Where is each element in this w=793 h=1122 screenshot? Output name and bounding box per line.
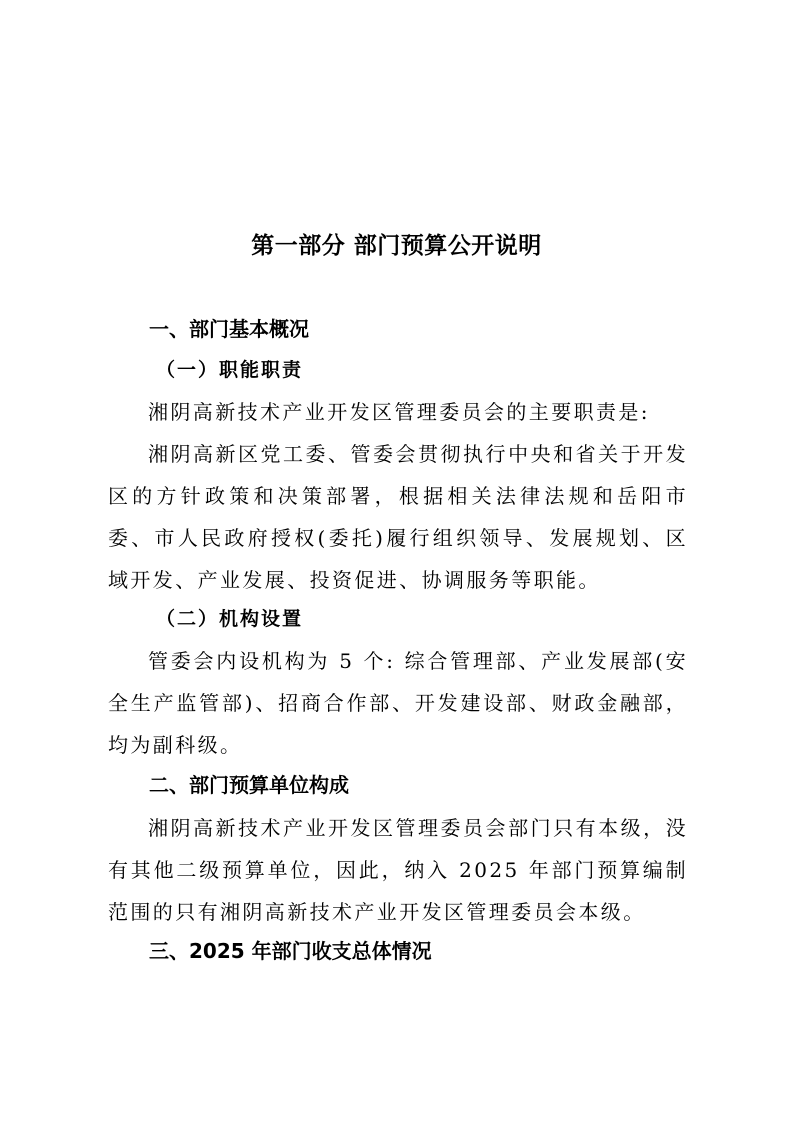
subsection-heading-organization: （二）机构设置 bbox=[156, 608, 304, 630]
section-heading-budget-overview: 三、2025 年部门收支总体情况 bbox=[149, 939, 432, 963]
subsection-heading-duties: （一）职能职责 bbox=[156, 359, 304, 381]
paragraph-duties-intro: 湘阴高新技术产业开发区管理委员会的主要职责是: bbox=[148, 400, 650, 424]
section-heading-budget-units: 二、部门预算单位构成 bbox=[149, 773, 349, 797]
paragraph-organization: 管委会内设机构为 5 个: 综合管理部、产业发展部(安全生产监管部)、招商合作部、开发建设部、财政金融部，均为副科级。 bbox=[108, 649, 688, 757]
paragraph-budget-units: 湘阴高新技术产业开发区管理委员会部门只有本级，没有其他二级预算单位，因此，纳入 2025 年部门预算编制范围的只有湘阴高新技术产业开发区管理委员会本级。 bbox=[108, 816, 688, 924]
section-heading-basic-overview: 一、部门基本概况 bbox=[149, 317, 309, 341]
page-title: 第一部分 部门预算公开说明 bbox=[251, 232, 542, 259]
paragraph-duties-detail: 湘阴高新区党工委、管委会贯彻执行中央和省关于开发区的方针政策和决策部署，根据相关法律法规和岳阳市委、市人民政府授权(委托)履行组织领导、发展规划、区域开发、产业发展、投资促进、协调服务等职能。 bbox=[108, 442, 688, 592]
